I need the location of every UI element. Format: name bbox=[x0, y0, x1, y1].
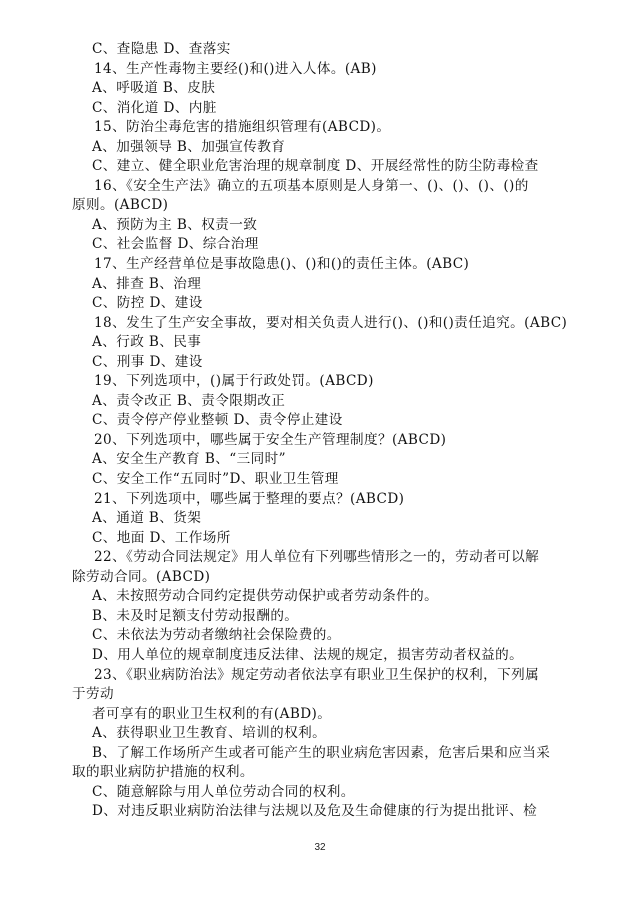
text-line: D、对违反职业病防治法律与法规以及危及生命健康的行为提出批评、检 bbox=[92, 803, 538, 820]
text-line: C、建立、健全职业危害治理的规章制度 D、开展经常性的防尘防毒检查 bbox=[92, 158, 539, 175]
text-line: C、随意解除与用人单位劳动合同的权利。 bbox=[92, 783, 355, 800]
text-line: C、未依法为劳动者缴纳社会保险费的。 bbox=[92, 627, 341, 644]
text-line: 于劳动 bbox=[72, 686, 114, 703]
text-line: A、排查 B、治理 bbox=[92, 275, 202, 292]
text-line: A、呼吸道 B、皮肤 bbox=[92, 80, 216, 97]
page-number: 32 bbox=[314, 842, 326, 853]
text-line: 20、下列选项中，哪些属于安全生产管理制度？(ABCD) bbox=[94, 431, 447, 448]
text-line: A、通道 B、货架 bbox=[92, 510, 202, 527]
text-line: B、了解工作场所产生或者可能产生的职业病危害因素，危害后果和应当采 bbox=[92, 744, 551, 761]
text-line: C、刑事 D、建设 bbox=[92, 353, 203, 370]
text-line: 18、发生了生产安全事故，要对相关负责人进行()、()和()责任追究。(ABC) bbox=[94, 314, 568, 331]
text-line: A、安全生产教育 B、“三同时” bbox=[92, 451, 286, 468]
text-line: 21、下列选项中，哪些属于整理的要点？(ABCD) bbox=[94, 490, 405, 507]
text-line: 23、《职业病防治法》规定劳动者依法享有职业卫生保护的权利，下列属 bbox=[94, 666, 540, 683]
text-line: A、获得职业卫生教育、培训的权利。 bbox=[92, 725, 327, 742]
text-line: 取的职业病防护措施的权利。 bbox=[72, 764, 254, 781]
text-line: C、防控 D、建设 bbox=[92, 295, 203, 312]
text-line: C、安全工作“五同时”D、职业卫生管理 bbox=[92, 471, 339, 488]
text-line: A、行政 B、民事 bbox=[92, 334, 202, 351]
text-line: A、未按照劳动合同约定提供劳动保护或者劳动条件的。 bbox=[92, 588, 439, 605]
text-line: C、查隐患 D、查落实 bbox=[92, 41, 231, 57]
text-line: 除劳动合同。(ABCD) bbox=[72, 568, 211, 585]
text-line: 16、《安全生产法》确立的五项基本原则是人身第一、()、()、()、()的 bbox=[94, 177, 529, 194]
text-line: A、预防为主 B、权责一致 bbox=[92, 216, 258, 233]
text-line: 者可享有的职业卫生权利的有(ABD)。 bbox=[92, 705, 332, 722]
page-body bbox=[72, 40, 572, 822]
text-line: C、社会监督 D、综合治理 bbox=[92, 236, 259, 253]
text-line: B、未及时足额支付劳动报酬的。 bbox=[92, 607, 299, 624]
text-line: 19、下列选项中，()属于行政处罚。(ABCD) bbox=[94, 373, 374, 390]
text-line: C、责令停产停业整顿 D、责令停止建设 bbox=[92, 412, 343, 429]
text-line: A、责令改正 B、责令限期改正 bbox=[92, 392, 286, 409]
text-line: 14、生产性毒物主要经()和()进入人体。(AB) bbox=[94, 60, 377, 77]
text-line: 原则。(ABCD) bbox=[72, 197, 169, 214]
text-line: C、消化道 D、内脏 bbox=[92, 99, 217, 116]
text-line: D、用人单位的规章制度违反法律、法规的规定，损害劳动者权益的。 bbox=[92, 646, 524, 663]
text-line: C、地面 D、工作场所 bbox=[92, 529, 231, 546]
text-line: 15、防治尘毒危害的措施组织管理有(ABCD)。 bbox=[94, 119, 391, 136]
text-line: 22、《劳动合同法规定》用人单位有下列哪些情形之一的，劳动者可以解 bbox=[94, 549, 540, 566]
text-line: 17、生产经营单位是事故隐患()、()和()的责任主体。(ABC) bbox=[94, 256, 470, 273]
text-line: A、加强领导 B、加强宣传教育 bbox=[92, 138, 286, 155]
